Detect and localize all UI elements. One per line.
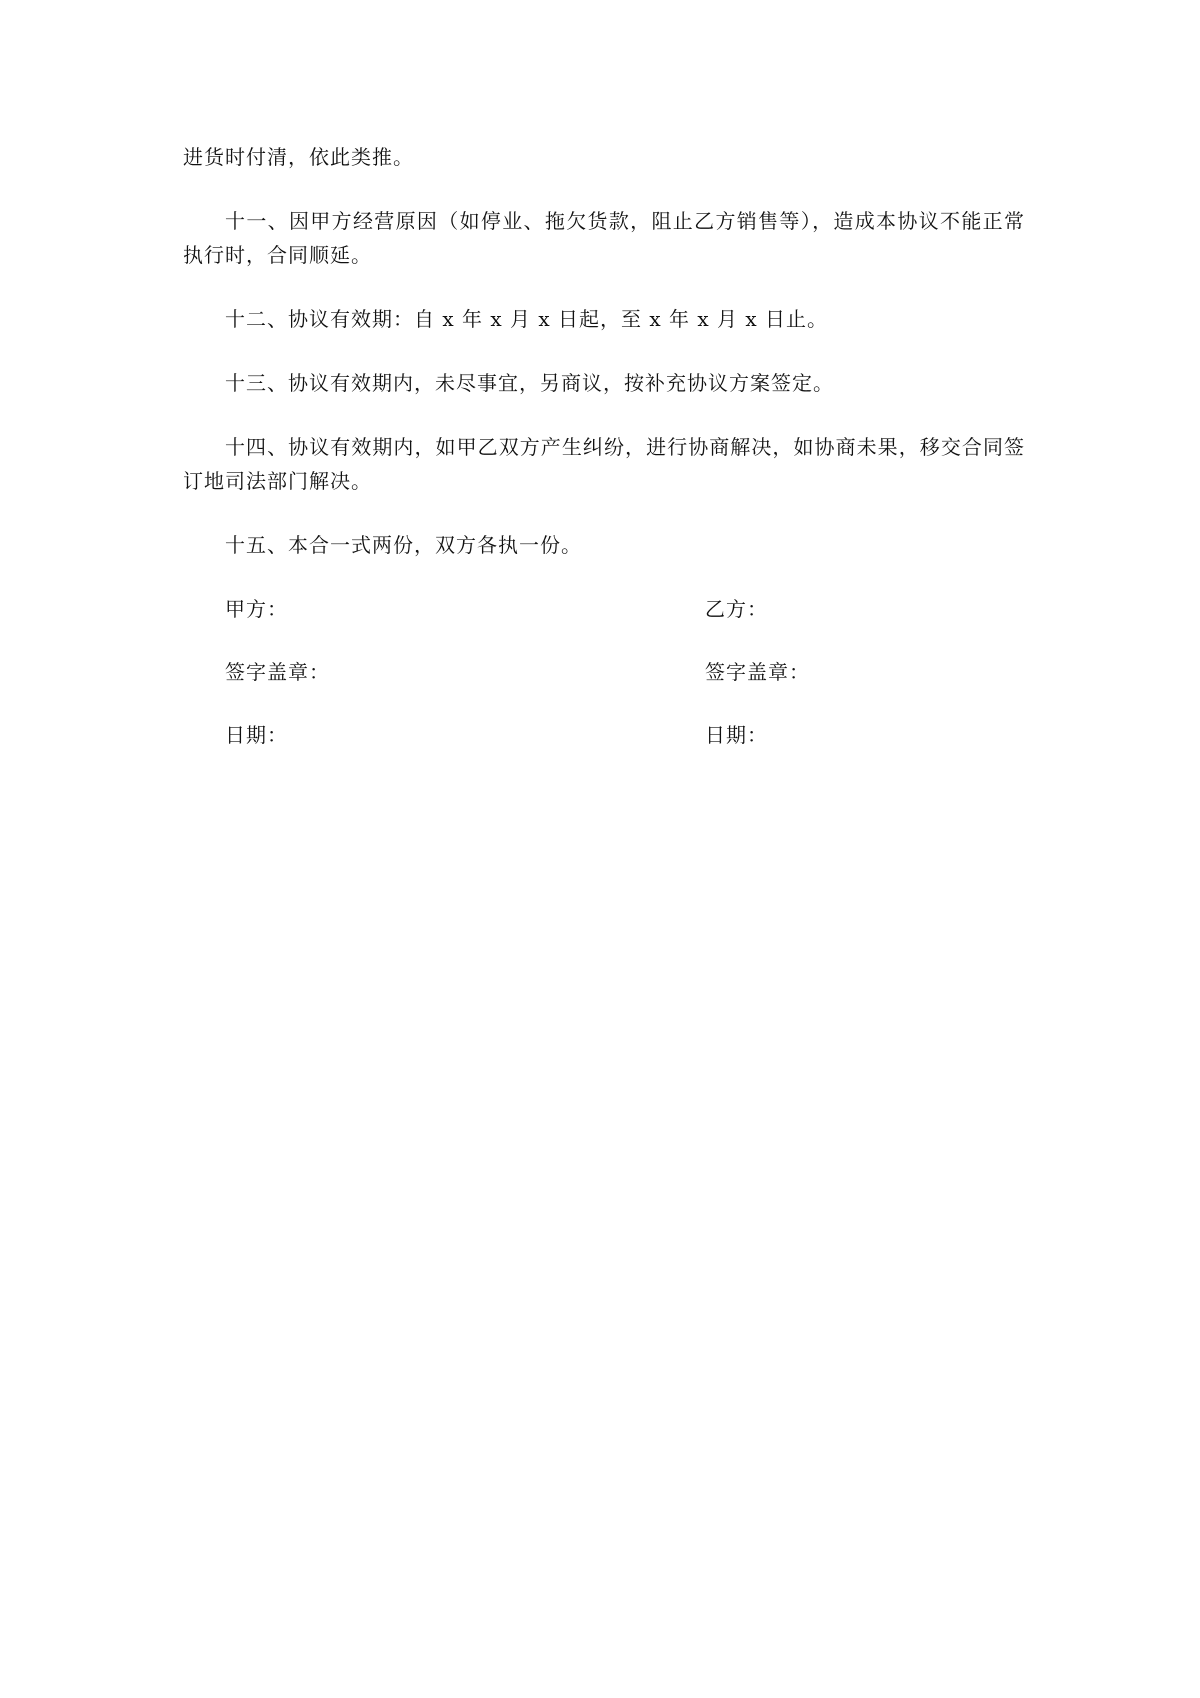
party-a-seal-label: 签字盖章： bbox=[225, 660, 330, 684]
party-a-date-label: 日期： bbox=[225, 723, 288, 747]
party-b-label: 乙方： bbox=[705, 597, 768, 621]
signature-date-row bbox=[183, 718, 1025, 752]
clause-12: 十二、协议有效期：自 x 年 x 月 x 日起，至 x 年 x 月 x 日止。 bbox=[225, 307, 828, 331]
party-b-date-label: 日期： bbox=[705, 723, 768, 747]
document-body bbox=[183, 140, 1025, 781]
party-a-label: 甲方： bbox=[225, 597, 288, 621]
clause-14: 十四、协议有效期内，如甲乙双方产生纠纷，进行协商解决，如协商未果，移交合同签订地司法部门解决。 bbox=[183, 435, 1025, 493]
clause-13: 十三、协议有效期内，未尽事宜，另商议，按补充协议方案签定。 bbox=[225, 371, 834, 395]
signature-seal-row bbox=[183, 655, 1025, 689]
signature-party-row bbox=[183, 592, 1025, 626]
paragraph-continuation: 进货时付清，依此类推。 bbox=[183, 145, 414, 169]
clause-11: 十一、因甲方经营原因（如停业、拖欠货款，阻止乙方销售等），造成本协议不能正常执行时，合同顺延。 bbox=[183, 209, 1025, 267]
party-b-seal-label: 签字盖章： bbox=[705, 660, 810, 684]
clause-15: 十五、本合一式两份，双方各执一份。 bbox=[225, 533, 582, 557]
